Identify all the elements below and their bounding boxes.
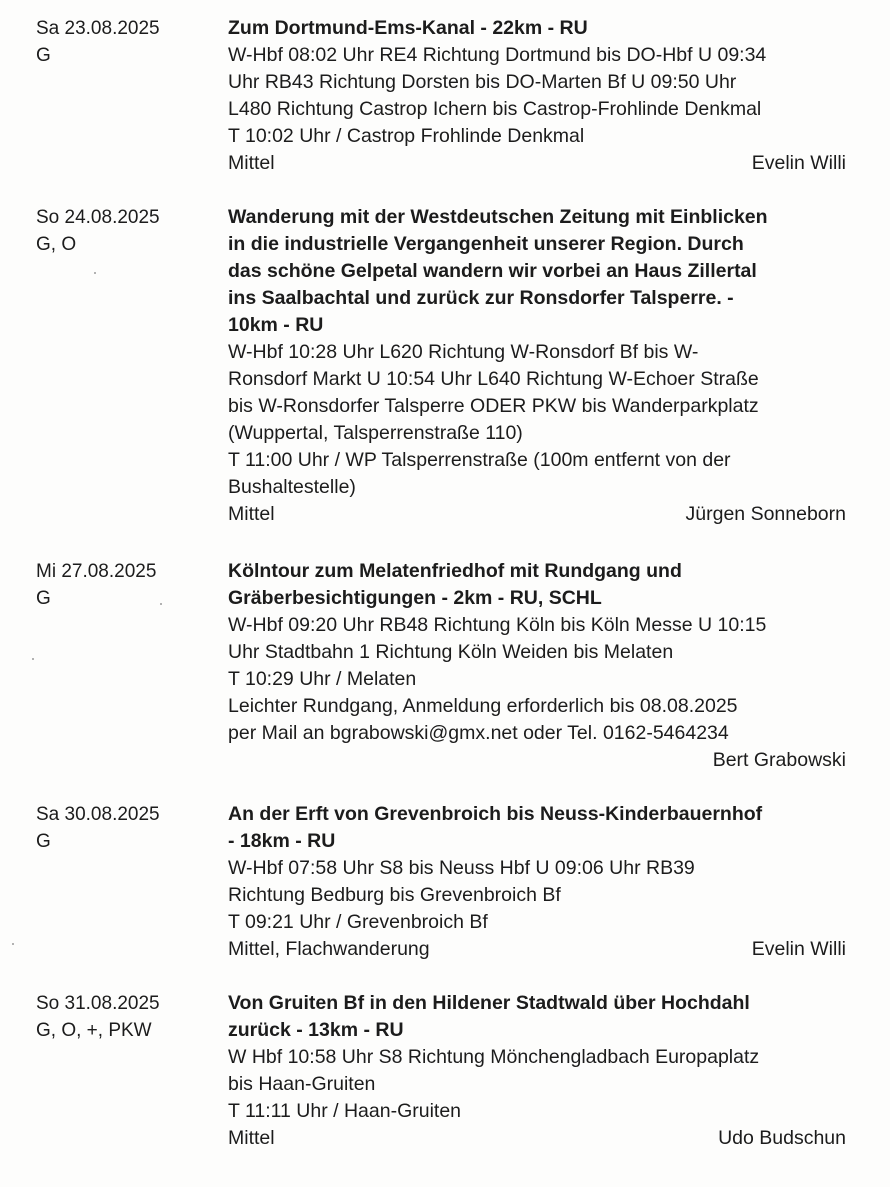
event-tags: G (36, 831, 51, 852)
event-title: - 18km - RU (228, 830, 336, 852)
event-body (228, 558, 850, 774)
event-title: Gräberbesichtigungen - 2km - RU, SCHL (228, 587, 602, 609)
event-meta (36, 204, 221, 258)
scan-speck (160, 603, 162, 605)
event-title: ins Saalbachtal und zurück zur Ronsdorfer Talsperre. - (228, 287, 734, 309)
event-level: Mittel (228, 152, 275, 174)
scan-speck (94, 272, 96, 274)
event-detail-line: per Mail an bgrabowski@gmx.net oder Tel. 0162-5464234 (228, 722, 729, 744)
event-detail-line: Uhr Stadtbahn 1 Richtung Köln Weiden bis Melaten (228, 641, 674, 663)
event-meta (36, 15, 221, 69)
event-detail-line: T 11:00 Uhr / WP Talsperrenstraße (100m entfernt von der (228, 449, 731, 471)
event-detail-line: T 10:02 Uhr / Castrop Frohlinde Denkmal (228, 125, 585, 147)
event-footer (228, 501, 850, 528)
event-body (228, 15, 850, 177)
event-tags: G (36, 45, 51, 66)
event-leader: Evelin Willi (751, 938, 846, 960)
event-meta (36, 990, 221, 1044)
event-date: Sa 23.08.2025 (36, 18, 160, 39)
event-detail-line: T 11:11 Uhr / Haan-Gruiten (228, 1100, 462, 1122)
event-footer (228, 150, 850, 177)
event-leader: Evelin Willi (751, 152, 846, 174)
event-date: Mi 27.08.2025 (36, 561, 157, 582)
event-body (228, 801, 850, 963)
event-leader: Udo Budschun (718, 1127, 846, 1149)
event-title: 10km - RU (228, 314, 324, 336)
event-title: Von Gruiten Bf in den Hildener Stadtwald über Hochdahl (228, 992, 750, 1014)
event-detail-line: W-Hbf 09:20 Uhr RB48 Richtung Köln bis Köln Messe U 10:15 (228, 614, 767, 636)
event-meta (36, 558, 221, 612)
event-title: Kölntour zum Melatenfriedhof mit Rundgang und (228, 560, 682, 582)
event-detail-line: Leichter Rundgang, Anmeldung erforderlich bis 08.08.2025 (228, 695, 738, 717)
event-title: das schöne Gelpetal wandern wir vorbei an Haus Zillertal (228, 260, 757, 282)
event-footer (228, 1125, 850, 1152)
event-title: in die industrielle Vergangenheit unserer Region. Durch (228, 233, 744, 255)
event-detail-line: T 10:29 Uhr / Melaten (228, 668, 417, 690)
event-title: zurück - 13km - RU (228, 1019, 404, 1041)
event-body (228, 990, 850, 1152)
event-tags: G, O (36, 234, 77, 255)
event-detail-line: (Wuppertal, Talsperrenstraße 110) (228, 422, 523, 444)
event-detail-line: T 09:21 Uhr / Grevenbroich Bf (228, 911, 488, 933)
event-detail-line: bis Haan-Gruiten (228, 1073, 376, 1095)
event-tags: G (36, 588, 51, 609)
event-level: Mittel (228, 503, 275, 525)
event-title: Zum Dortmund-Ems-Kanal - 22km - RU (228, 17, 588, 39)
event-detail-line: W-Hbf 08:02 Uhr RE4 Richtung Dortmund bis DO-Hbf U 09:34 (228, 44, 767, 66)
event-footer (228, 747, 850, 774)
event-title: Wanderung mit der Westdeutschen Zeitung mit Einblicken (228, 206, 768, 228)
event-level: Mittel, Flachwanderung (228, 938, 430, 960)
event-detail-line: W-Hbf 10:28 Uhr L620 Richtung W-Ronsdorf Bf bis W- (228, 341, 699, 363)
event-date: So 31.08.2025 (36, 993, 160, 1014)
event-detail-line: Bushaltestelle) (228, 476, 356, 498)
event-title: An der Erft von Grevenbroich bis Neuss-Kinderbauernhof (228, 803, 763, 825)
event-date: So 24.08.2025 (36, 207, 160, 228)
event-body (228, 204, 850, 528)
event-tags: G, O, +, PKW (36, 1020, 152, 1041)
event-detail-line: W-Hbf 07:58 Uhr S8 bis Neuss Hbf U 09:06 Uhr RB39 (228, 857, 695, 879)
scan-speck (12, 943, 14, 945)
event-leader: Jürgen Sonneborn (685, 503, 846, 525)
event-detail-line: Ronsdorf Markt U 10:54 Uhr L640 Richtung W-Echoer Straße (228, 368, 759, 390)
event-date: Sa 30.08.2025 (36, 804, 160, 825)
event-leader: Bert Grabowski (712, 749, 846, 771)
event-level: Mittel (228, 1127, 275, 1149)
event-detail-line: L480 Richtung Castrop Ichern bis Castrop-Frohlinde Denkmal (228, 98, 762, 120)
event-footer (228, 936, 850, 963)
event-detail-line: W Hbf 10:58 Uhr S8 Richtung Mönchengladbach Europaplatz (228, 1046, 760, 1068)
scan-speck (32, 658, 34, 660)
event-detail-line: Richtung Bedburg bis Grevenbroich Bf (228, 884, 561, 906)
event-detail-line: Uhr RB43 Richtung Dorsten bis DO-Marten Bf U 09:50 Uhr (228, 71, 737, 93)
event-meta (36, 801, 221, 855)
event-detail-line: bis W-Ronsdorfer Talsperre ODER PKW bis Wanderparkplatz (228, 395, 759, 417)
